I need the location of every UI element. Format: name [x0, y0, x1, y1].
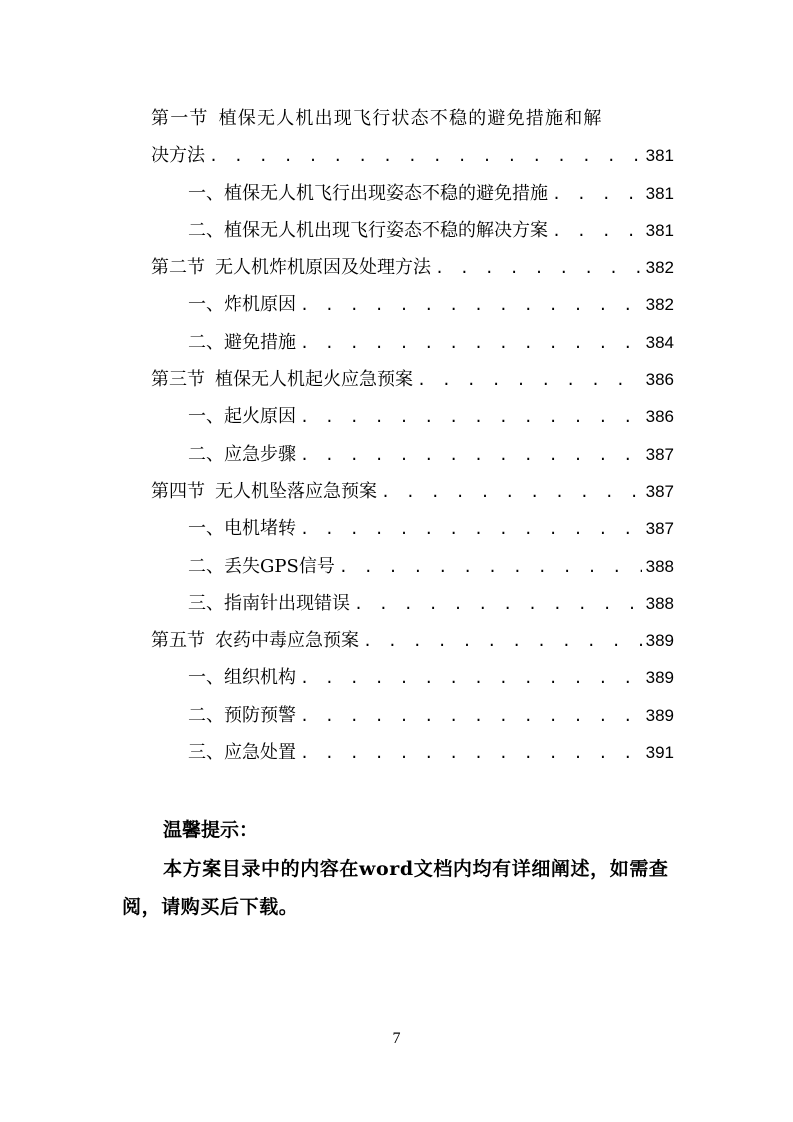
toc-entry-page: 389: [645, 705, 674, 725]
toc-entry-label: [151, 361, 413, 398]
toc-entry-title: 预防预警: [224, 704, 296, 726]
toc-entry-title: 起火原因: [224, 406, 296, 428]
toc-entry-label: [151, 622, 359, 659]
toc-entry-title: 植保无人机出现飞行姿态不稳的解决方案: [224, 219, 548, 241]
toc-dot-leader: [300, 660, 642, 697]
toc-entry-title: 无人机坠落应急预案: [215, 480, 377, 502]
toc-entry-subsection[interactable]: [151, 324, 674, 361]
toc-entry-number: 第三节: [151, 369, 205, 391]
toc-entry-number: 第一节: [151, 108, 209, 129]
toc-dot-leader: [354, 586, 642, 623]
toc-entry-title: 无人机炸机原因及处理方法: [215, 257, 431, 279]
toc-entry-page: 388: [645, 593, 674, 613]
toc-entry-subsection[interactable]: [151, 212, 674, 249]
toc-entry-page: 387: [645, 519, 674, 539]
toc-entry-number: 二、: [188, 443, 224, 465]
toc-entry-page: 382: [645, 258, 674, 278]
toc-entry-label: [188, 324, 296, 361]
toc-entry-label: [188, 212, 548, 249]
toc-dot-leader: [552, 176, 642, 213]
toc-entry-page: 382: [645, 295, 674, 315]
toc-entry-subsection[interactable]: [151, 585, 674, 622]
toc-dot-leader: [381, 474, 642, 511]
toc-entry-page: 384: [645, 332, 674, 352]
toc-entry-page: 386: [645, 370, 674, 390]
toc-entry-number: 一、: [188, 518, 224, 540]
page-number: 7: [392, 1030, 401, 1047]
toc-entry-subsection[interactable]: [151, 548, 674, 585]
toc-entry-title: 植保无人机出现飞行状态不稳的避免措施和解: [218, 108, 603, 129]
toc-entry-subsection[interactable]: [151, 734, 674, 771]
toc-entry-section-1[interactable]: [151, 100, 674, 137]
toc-entry-title: 电机堵转: [224, 518, 296, 540]
toc-dot-leader: [300, 437, 642, 474]
toc-entry-subsection[interactable]: [151, 436, 674, 473]
toc-entry-title: 植保无人机飞行出现姿态不稳的避免措施: [224, 182, 548, 204]
toc-entry-label: [188, 398, 296, 435]
toc-entry-label: [188, 585, 350, 622]
toc-entry-label: [188, 697, 296, 734]
toc-entry-page: 387: [645, 481, 674, 501]
toc-entry-label: [188, 175, 548, 212]
toc-entry-number: 一、: [188, 294, 224, 316]
toc-dot-leader: [339, 549, 642, 586]
toc-entry-section-5[interactable]: [151, 622, 674, 659]
toc-entry-title: 应急处置: [224, 742, 296, 764]
toc-entry-section-4[interactable]: [151, 473, 674, 510]
toc-entry-number: 三、: [188, 742, 224, 764]
toc-entry-title: 植保无人机起火应急预案: [215, 369, 413, 391]
download-notice: [122, 812, 674, 926]
toc-entry-label: [188, 659, 296, 696]
toc-entry-page: 389: [645, 631, 674, 651]
toc-entry-number: 三、: [188, 592, 224, 614]
notice-body: 本方案目录中的内容在word文档内均有详细阐述，如需查阅，请购买后下载。: [122, 858, 669, 918]
toc-entry-subsection[interactable]: [151, 175, 674, 212]
toc-entry-label: [188, 510, 296, 547]
toc-entry-title: 组织机构: [224, 667, 296, 689]
toc-entry-label: [188, 436, 296, 473]
toc-dot-leader: [552, 213, 642, 250]
toc-entry-subsection[interactable]: [151, 398, 674, 435]
toc-entry-label: [151, 100, 603, 137]
toc-entry-number: 二、: [188, 555, 224, 577]
notice-title: 温馨提示：: [163, 819, 259, 841]
toc-dot-leader: [300, 399, 642, 436]
toc-dot-leader: [209, 138, 642, 175]
toc-dot-leader: [300, 698, 642, 735]
toc-entry-number: 二、: [188, 331, 224, 353]
toc-dot-leader: [300, 735, 642, 772]
toc-entry-page: 391: [645, 743, 674, 763]
toc-dot-leader: [300, 287, 642, 324]
toc-dot-leader: [417, 362, 642, 399]
toc-entry-label: [151, 249, 431, 286]
toc-entry-title: 农药中毒应急预案: [215, 630, 359, 652]
toc-dot-leader: [300, 325, 642, 362]
table-of-contents: [151, 100, 674, 771]
toc-entry-title: 避免措施: [224, 331, 296, 353]
toc-entry-label: [188, 548, 335, 585]
toc-entry-title: 丢失GPS信号: [224, 555, 335, 577]
toc-entry-subsection[interactable]: [151, 286, 674, 323]
toc-entry-title: 决方法: [151, 145, 205, 167]
toc-entry-number: 一、: [188, 667, 224, 689]
toc-dot-leader: [435, 250, 642, 287]
toc-entry-number: 一、: [188, 406, 224, 428]
toc-entry-title: 炸机原因: [224, 294, 296, 316]
toc-entry-number: 第二节: [151, 257, 205, 279]
toc-entry-subsection[interactable]: [151, 697, 674, 734]
toc-entry-number: 二、: [188, 219, 224, 241]
toc-entry-title: 应急步骤: [224, 443, 296, 465]
toc-entry-page: 387: [645, 444, 674, 464]
toc-entry-section-2[interactable]: [151, 249, 674, 286]
toc-entry-label: [188, 734, 296, 771]
toc-entry-page: 381: [645, 146, 674, 166]
toc-entry-page: 381: [645, 183, 674, 203]
toc-entry-page: 388: [645, 556, 674, 576]
toc-entry-number: 第四节: [151, 480, 205, 502]
toc-entry-number: 一、: [188, 182, 224, 204]
toc-entry-page: 381: [645, 220, 674, 240]
toc-entry-number: 二、: [188, 704, 224, 726]
toc-entry-subsection[interactable]: [151, 510, 674, 547]
toc-entry-subsection[interactable]: [151, 659, 674, 696]
toc-entry-number: 第五节: [151, 630, 205, 652]
toc-entry-label: [151, 473, 377, 510]
toc-entry-section-3[interactable]: [151, 361, 674, 398]
toc-dot-leader: [300, 511, 642, 548]
toc-entry-page: 386: [645, 407, 674, 427]
toc-entry-title: 指南针出现错误: [224, 592, 350, 614]
toc-entry-section-1-continued[interactable]: [151, 137, 674, 174]
toc-entry-label: [188, 286, 296, 323]
toc-dot-leader: [363, 623, 642, 660]
toc-entry-page: 389: [645, 668, 674, 688]
